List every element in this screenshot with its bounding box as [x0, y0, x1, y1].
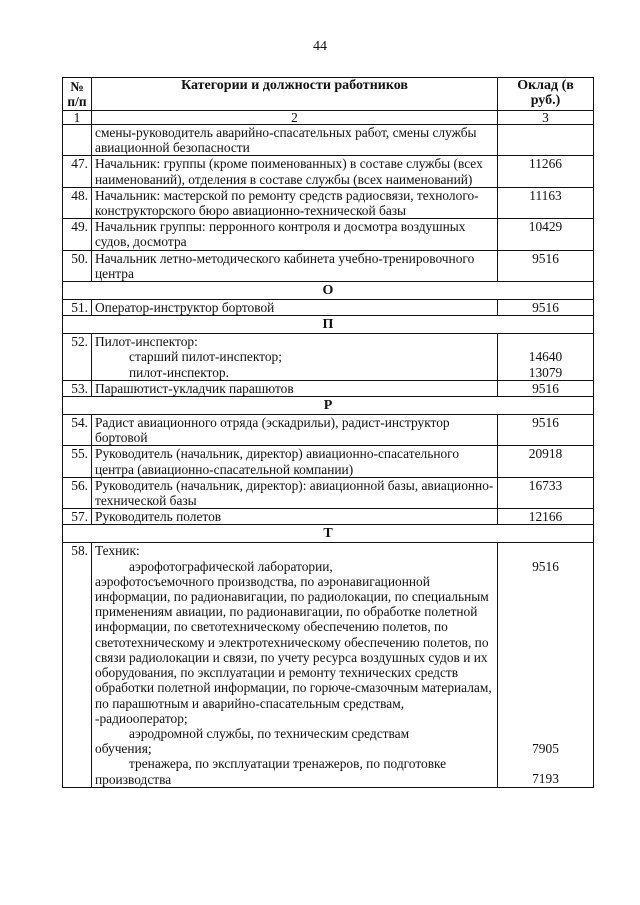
- row-category: Руководитель (начальник, директор): авиационной базы, авиационно-технической базы: [92, 477, 498, 508]
- table-row: [63, 380, 594, 396]
- row-category: смены-руководитель аварийно-спасательных работ, смены службы авиационной безопасности: [92, 125, 498, 156]
- row-number: 54.: [63, 415, 92, 446]
- row-subitem: аэродромной службы, по техническим средствам: [129, 725, 410, 741]
- row-number: 48.: [63, 187, 92, 218]
- row-category: Начальник: мастерской по ремонту средств радиосвязи, технолого-конструкторского бюро авиационно-технической базы: [92, 187, 498, 218]
- section-letter: П: [63, 316, 594, 334]
- salary-value: 7193: [532, 771, 559, 787]
- row-subitem: тренажера, по эксплуатации тренажеров, по подготовке: [129, 756, 447, 772]
- row-salary: 10429: [498, 219, 594, 250]
- row-category: Начальник группы: перронного контроля и досмотра воздушных судов, досмотра: [92, 219, 498, 250]
- table-header-row: [63, 78, 594, 111]
- section-letter: О: [63, 282, 594, 300]
- row-category: [92, 543, 498, 787]
- row-subitem-text: обучения;: [95, 741, 152, 757]
- row-salary: 20918: [498, 446, 594, 477]
- table-row: [63, 219, 594, 250]
- row-number: 47.: [63, 156, 92, 187]
- table-row: [63, 415, 594, 446]
- row-number: 50.: [63, 250, 92, 281]
- header-num: № п/п: [63, 78, 92, 111]
- table-row: [63, 446, 594, 477]
- row-category: Парашютист-укладчик парашютов: [92, 380, 498, 396]
- row-subitem-text: аэрофотосъемочного производства, по аэронавигационной информации, по радионавигации, по радиолокации, по специальным применениям авиации, по радионавигации, по обработке полетной информации, по светотехническому обеспечению полетов, по светотехническому и электротехническому обеспечению полетов, по связи радиолокации и связи, по учету ресурса воздушных судов и их оборудования, по эксплуатации и ремонту технических средств обработки полетной информации, по горюче-смазочным материалам, по парашютным и аварийно-спасательным средствам, -радиооператор;: [95, 573, 492, 726]
- column-index-row: [63, 111, 594, 125]
- row-number: 49.: [63, 219, 92, 250]
- row-salary: [498, 543, 594, 787]
- row-number: [63, 125, 92, 156]
- salary-value: 9516: [532, 558, 559, 574]
- row-number: 52.: [63, 334, 92, 381]
- row-number: 58.: [63, 543, 92, 787]
- salary-table: [62, 77, 594, 788]
- section-letter-row: [63, 316, 594, 334]
- row-number: 56.: [63, 477, 92, 508]
- salary-value: 7905: [532, 740, 559, 756]
- section-letter-row: [63, 282, 594, 300]
- table-row: [63, 334, 594, 381]
- row-salary: 9516: [498, 415, 594, 446]
- row-category: [92, 334, 498, 381]
- page-number: 44: [313, 39, 327, 54]
- row-salary: 9516: [498, 250, 594, 281]
- row-number: 53.: [63, 380, 92, 396]
- row-salary: 11266: [498, 156, 594, 187]
- section-letter: Р: [63, 397, 594, 415]
- row-subitem: аэрофотографической лаборатории,: [129, 558, 333, 574]
- row-category: Оператор-инструктор бортовой: [92, 300, 498, 316]
- row-subitem-text: производства: [95, 771, 172, 787]
- header-category: Категории и должности работников: [92, 78, 498, 111]
- row-number: 55.: [63, 446, 92, 477]
- row-salary: 9516: [498, 300, 594, 316]
- row-category: Радист авиационного отряда (эскадрильи), радист-инструктор бортовой: [92, 415, 498, 446]
- row-category: Начальник: группы (кроме поименованных) в составе службы (всех наименований), отделения в составе службы (всех наименований): [92, 156, 498, 187]
- row-salary: 12166: [498, 509, 594, 525]
- header-salary: Оклад (в руб.): [498, 78, 594, 111]
- salary-spacer: [501, 574, 590, 741]
- row-salary: 11163: [498, 187, 594, 218]
- salary-spacer: [501, 543, 590, 558]
- row-salary: [498, 334, 594, 381]
- row-category: Руководитель полетов: [92, 509, 498, 525]
- row-salary: 9516: [498, 380, 594, 396]
- table-row: [63, 543, 594, 787]
- table-row: [63, 125, 594, 156]
- row-category: Начальник летно-методического кабинета учебно-тренировочного центра: [92, 250, 498, 281]
- row-salary: 16733: [498, 477, 594, 508]
- table-row: [63, 300, 594, 316]
- row-number: 51.: [63, 300, 92, 316]
- table-row: [63, 250, 594, 281]
- table-row: [63, 509, 594, 525]
- row-title: Пилот-инспектор:: [95, 334, 198, 350]
- salary-value: 14640: [528, 349, 563, 365]
- column-index: 2: [92, 111, 498, 125]
- salary-spacer: [501, 756, 590, 771]
- row-subitem: старший пилот-инспектор;: [129, 349, 282, 365]
- row-salary: [498, 125, 594, 156]
- row-title: Техник:: [95, 543, 140, 559]
- table-row: [63, 187, 594, 218]
- section-letter: Т: [63, 525, 594, 543]
- row-category: Руководитель (начальник, директор) авиационно-спасательного центра (авиационно-спасательной компании): [92, 446, 498, 477]
- table-row: [63, 477, 594, 508]
- column-index: 3: [498, 111, 594, 125]
- row-number: 57.: [63, 509, 92, 525]
- row-subitem: пилот-инспектор.: [129, 364, 229, 380]
- section-letter-row: [63, 397, 594, 415]
- table-row: [63, 156, 594, 187]
- salary-value: 13079: [528, 364, 563, 380]
- section-letter-row: [63, 525, 594, 543]
- salary-spacer: [501, 334, 590, 349]
- column-index: 1: [63, 111, 92, 125]
